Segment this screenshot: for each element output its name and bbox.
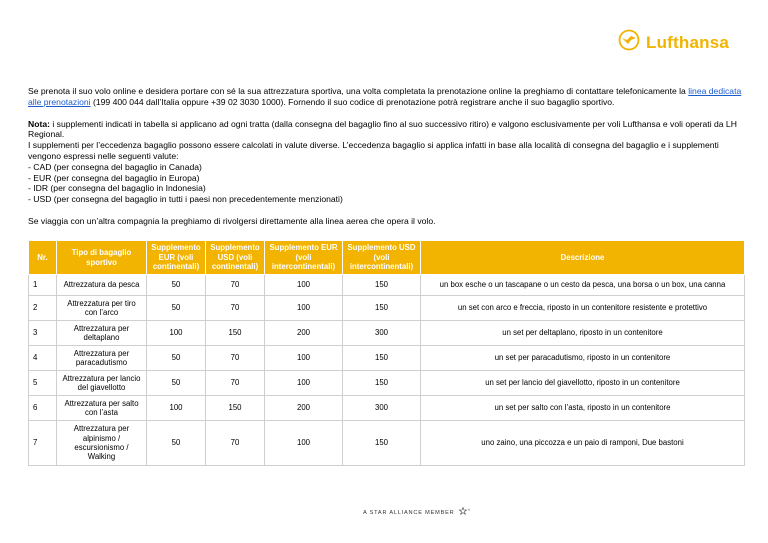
note-paragraph: Nota: i supplementi indicati in tabella si applicano ad ogni tratta (dalla consegna del bagaglio fino al suo successivo ritiro) e valgono esclusivamente per voli Lufthansa e voli operati da LH Regional. I supplementi per l’eccedenza bagaglio possono essere calcolati in valute diverse. L’eccedenza bagaglio si applica infatti in base alla località di consegna del bagaglio e i supplementi vengono espressi nelle seguenti valute: - CAD (per consegna del bagaglio in Canada) - EUR (per consegna del bagaglio in Europa) - IDR (per consegna del bagaglio in Indonesia) - USD (per consegna del bagaglio in tutti i paesi non precedentemente menzionati): [28, 118, 737, 205]
header-eur-continental: Supplemento EUR (voli continentali): [147, 241, 206, 275]
header-description: Descrizione: [421, 241, 745, 275]
header-usd-intercontinental: Supplemento USD (voli intercontinentali): [343, 241, 421, 275]
currency-item: - EUR (per consegna del bagaglio in Europa): [28, 172, 200, 183]
currency-item: - IDR (per consegna del bagaglio in Indonesia): [28, 183, 206, 194]
star-alliance-footer: [363, 507, 472, 518]
table-row: 7 Attrezzatura per alpinismo / escursionismo / Walking 50 70 100 150 uno zaino, una piccozza e un paio di ramponi, Due bastoni: [29, 421, 745, 466]
sports-baggage-table: [28, 240, 745, 466]
intro-paragraph: Se prenota il suo volo online e desidera portare con sé la sua attrezzatura sportiva, una volta completata la prenotazione online la preghiamo di contattare telefonicamente la linea dedicata alle prenotazioni (199 400 044 dall’Italia oppure +39 02 3030 1000). Fornendo il suo codice di prenotazione potrà registrare anche il suo bagaglio sportivo.: [28, 86, 742, 107]
table-row: 4 Attrezzatura per paracadutismo 50 70 100 150 un set per paracadutismo, riposto in un contenitore: [29, 346, 745, 371]
table-row: 1 Attrezzatura da pesca 50 70 100 150 un box esche o un tascapane o un cesto da pesca, una borsa o un box, una canna: [29, 275, 745, 296]
currency-item: - CAD (per consegna del bagaglio in Canada): [28, 161, 202, 172]
document-body: [28, 86, 744, 238]
svg-text:®: ®: [468, 508, 472, 512]
booking-line-link[interactable]: linea dedicata alle prenotazioni: [28, 86, 742, 107]
table-header-row: [29, 241, 745, 275]
header-usd-continental: Supplemento USD (voli continentali): [206, 241, 265, 275]
table-row: 5 Attrezzatura per lancio del giavellotto 50 70 100 150 un set per lancio del giavellotto, riposto in un contenitore: [29, 371, 745, 396]
currency-item: - USD (per consegna del bagaglio in tutti i paesi non precedentemente menzionati): [28, 194, 343, 205]
star-alliance-text: A STAR ALLIANCE MEMBER: [363, 509, 455, 516]
header-nr: Nr.: [29, 241, 57, 275]
brand-name: Lufthansa: [646, 32, 730, 52]
header-eur-intercontinental: Supplemento EUR (voli intercontinentali): [265, 241, 343, 275]
lufthansa-logo: [618, 29, 729, 56]
table-row: 3 Attrezzatura per deltaplano 100 150 200 300 un set per deltaplano, riposto in un contenitore: [29, 321, 745, 346]
table-row: 6 Attrezzatura per salto con l’asta 100 150 200 300 un set per salto con l’asta, riposto in un contenitore: [29, 396, 745, 421]
table-row: 2 Attrezzatura per tiro con l’arco 50 70 100 150 un set con arco e freccia, riposto in un contenitore resistente e protettivo: [29, 296, 745, 321]
note-label: Nota:: [28, 118, 50, 129]
other-airline-paragraph: Se viaggia con un’altra compagnia la preghiamo di rivolgersi direttamente alla linea aerea che opera il volo.: [28, 215, 436, 226]
crane-logo-icon: [618, 29, 640, 56]
header-type: Tipo di bagaglio sportivo: [57, 241, 147, 275]
star-alliance-icon: [458, 507, 472, 518]
